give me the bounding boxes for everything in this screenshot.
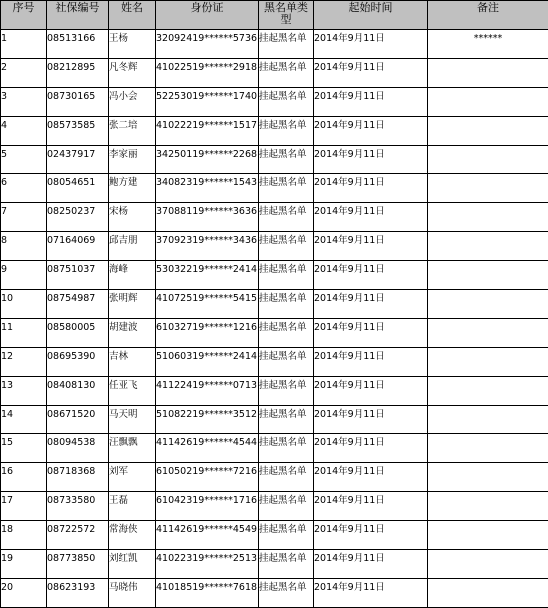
cell-seq: 2 xyxy=(1,58,47,87)
cell-name: 鲍方建 xyxy=(109,174,156,203)
table-row xyxy=(1,145,548,174)
cell-seq: 10 xyxy=(1,290,47,319)
cell-seq: 16 xyxy=(1,463,47,492)
cell-ss-no: 07164069 xyxy=(47,232,109,261)
cell-start-time: 2014年9月11日 xyxy=(314,318,428,347)
cell-seq: 5 xyxy=(1,145,47,174)
cell-blacklist-type: 挂起黑名单 xyxy=(259,463,314,492)
cell-start-time: 2014年9月11日 xyxy=(314,492,428,521)
table-row xyxy=(1,578,548,607)
cell-start-time: 2014年9月11日 xyxy=(314,463,428,492)
cell-remarks xyxy=(428,232,548,261)
cell-seq: 1 xyxy=(1,30,47,59)
cell-remarks xyxy=(428,521,548,550)
cell-name: 汪飘飘 xyxy=(109,434,156,463)
cell-name: 刘红凯 xyxy=(109,550,156,579)
cell-id-card: 41022519******2918 xyxy=(156,58,259,87)
cell-id-card: 61032719******1216 xyxy=(156,318,259,347)
header-ss-no: 社保编号 xyxy=(47,1,109,30)
cell-id-card: 37092319******3436 xyxy=(156,232,259,261)
cell-start-time: 2014年9月11日 xyxy=(314,261,428,290)
header-row xyxy=(1,1,548,30)
cell-remarks xyxy=(428,376,548,405)
cell-ss-no: 08623193 xyxy=(47,578,109,607)
cell-remarks xyxy=(428,463,548,492)
cell-start-time: 2014年9月11日 xyxy=(314,174,428,203)
cell-name: 凡冬辉 xyxy=(109,58,156,87)
cell-blacklist-type: 挂起黑名单 xyxy=(259,30,314,59)
cell-remarks xyxy=(428,578,548,607)
cell-ss-no: 08718368 xyxy=(47,463,109,492)
cell-remarks xyxy=(428,492,548,521)
cell-name: 王磊 xyxy=(109,492,156,521)
table-row xyxy=(1,376,548,405)
cell-id-card: 51082219******3512 xyxy=(156,405,259,434)
cell-start-time: 2014年9月11日 xyxy=(314,203,428,232)
cell-ss-no: 08580005 xyxy=(47,318,109,347)
cell-name: 马天明 xyxy=(109,405,156,434)
table-row xyxy=(1,463,548,492)
table-row xyxy=(1,261,548,290)
cell-name: 胡建波 xyxy=(109,318,156,347)
cell-id-card: 61042319******1716 xyxy=(156,492,259,521)
cell-id-card: 37088119******3636 xyxy=(156,203,259,232)
cell-id-card: 41072519******5415 xyxy=(156,290,259,319)
table-body xyxy=(1,30,548,608)
cell-seq: 18 xyxy=(1,521,47,550)
cell-name: 李家丽 xyxy=(109,145,156,174)
cell-name: 张明辉 xyxy=(109,290,156,319)
cell-ss-no: 08513166 xyxy=(47,30,109,59)
cell-name: 刘军 xyxy=(109,463,156,492)
table-row xyxy=(1,550,548,579)
cell-name: 海峰 xyxy=(109,261,156,290)
cell-name: 常海侠 xyxy=(109,521,156,550)
cell-ss-no: 08751037 xyxy=(47,261,109,290)
cell-name: 冯小会 xyxy=(109,87,156,116)
cell-start-time: 2014年9月11日 xyxy=(314,232,428,261)
cell-ss-no: 08722572 xyxy=(47,521,109,550)
cell-seq: 12 xyxy=(1,347,47,376)
cell-start-time: 2014年9月11日 xyxy=(314,347,428,376)
cell-blacklist-type: 挂起黑名单 xyxy=(259,318,314,347)
cell-seq: 20 xyxy=(1,578,47,607)
cell-ss-no: 08573585 xyxy=(47,116,109,145)
cell-ss-no: 08054651 xyxy=(47,174,109,203)
cell-blacklist-type: 挂起黑名单 xyxy=(259,145,314,174)
cell-start-time: 2014年9月11日 xyxy=(314,405,428,434)
table-row xyxy=(1,174,548,203)
cell-name: 任亚飞 xyxy=(109,376,156,405)
cell-remarks xyxy=(428,58,548,87)
table-row xyxy=(1,87,548,116)
cell-seq: 3 xyxy=(1,87,47,116)
table-row xyxy=(1,58,548,87)
cell-remarks xyxy=(428,405,548,434)
cell-blacklist-type: 挂起黑名单 xyxy=(259,521,314,550)
cell-ss-no: 08094538 xyxy=(47,434,109,463)
table-row xyxy=(1,232,548,261)
cell-blacklist-type: 挂起黑名单 xyxy=(259,405,314,434)
cell-start-time: 2014年9月11日 xyxy=(314,521,428,550)
header-seq: 序号 xyxy=(1,1,47,30)
cell-ss-no: 08773850 xyxy=(47,550,109,579)
cell-id-card: 41022319******2513 xyxy=(156,550,259,579)
header-remarks: 备注 xyxy=(428,1,548,30)
cell-remarks xyxy=(428,87,548,116)
cell-start-time: 2014年9月11日 xyxy=(314,290,428,319)
cell-remarks xyxy=(428,290,548,319)
cell-blacklist-type: 挂起黑名单 xyxy=(259,550,314,579)
cell-blacklist-type: 挂起黑名单 xyxy=(259,261,314,290)
cell-name: 吉林 xyxy=(109,347,156,376)
cell-seq: 13 xyxy=(1,376,47,405)
cell-blacklist-type: 挂起黑名单 xyxy=(259,116,314,145)
cell-seq: 17 xyxy=(1,492,47,521)
cell-ss-no: 08408130 xyxy=(47,376,109,405)
cell-remarks xyxy=(428,145,548,174)
cell-ss-no: 08730165 xyxy=(47,87,109,116)
cell-remarks: ****** xyxy=(428,30,548,59)
cell-id-card: 41122419******0713 xyxy=(156,376,259,405)
cell-ss-no: 08733580 xyxy=(47,492,109,521)
cell-blacklist-type: 挂起黑名单 xyxy=(259,87,314,116)
cell-start-time: 2014年9月11日 xyxy=(314,58,428,87)
cell-id-card: 51060319******2414 xyxy=(156,347,259,376)
cell-blacklist-type: 挂起黑名单 xyxy=(259,203,314,232)
cell-id-card: 41142619******4549 xyxy=(156,521,259,550)
cell-seq: 8 xyxy=(1,232,47,261)
cell-blacklist-type: 挂起黑名单 xyxy=(259,232,314,261)
cell-id-card: 41022219******1517 xyxy=(156,116,259,145)
cell-remarks xyxy=(428,318,548,347)
cell-id-card: 52253019******1740 xyxy=(156,87,259,116)
cell-name: 宋杨 xyxy=(109,203,156,232)
cell-name: 王杨 xyxy=(109,30,156,59)
cell-blacklist-type: 挂起黑名单 xyxy=(259,578,314,607)
cell-seq: 15 xyxy=(1,434,47,463)
header-blacklist-type: 黑名单类型 xyxy=(259,1,314,30)
table-row xyxy=(1,116,548,145)
header-start-time: 起始时间 xyxy=(314,1,428,30)
cell-start-time: 2014年9月11日 xyxy=(314,30,428,59)
cell-blacklist-type: 挂起黑名单 xyxy=(259,376,314,405)
cell-seq: 6 xyxy=(1,174,47,203)
cell-start-time: 2014年9月11日 xyxy=(314,145,428,174)
cell-remarks xyxy=(428,203,548,232)
cell-start-time: 2014年9月11日 xyxy=(314,87,428,116)
cell-blacklist-type: 挂起黑名单 xyxy=(259,434,314,463)
cell-seq: 7 xyxy=(1,203,47,232)
cell-id-card: 32092419******5736 xyxy=(156,30,259,59)
table-row xyxy=(1,347,548,376)
cell-name: 邱吉朋 xyxy=(109,232,156,261)
cell-ss-no: 08695390 xyxy=(47,347,109,376)
cell-name: 张二培 xyxy=(109,116,156,145)
cell-start-time: 2014年9月11日 xyxy=(314,578,428,607)
table-row xyxy=(1,434,548,463)
cell-id-card: 34250119******2268 xyxy=(156,145,259,174)
cell-seq: 4 xyxy=(1,116,47,145)
table-row xyxy=(1,405,548,434)
cell-id-card: 41142619******4544 xyxy=(156,434,259,463)
header-id-card: 身份证 xyxy=(156,1,259,30)
cell-start-time: 2014年9月11日 xyxy=(314,376,428,405)
table-row xyxy=(1,203,548,232)
cell-id-card: 61050219******7216 xyxy=(156,463,259,492)
cell-ss-no: 02437917 xyxy=(47,145,109,174)
cell-remarks xyxy=(428,347,548,376)
cell-name: 马晓伟 xyxy=(109,578,156,607)
cell-start-time: 2014年9月11日 xyxy=(314,116,428,145)
cell-remarks xyxy=(428,434,548,463)
cell-start-time: 2014年9月11日 xyxy=(314,550,428,579)
cell-ss-no: 08671520 xyxy=(47,405,109,434)
cell-start-time: 2014年9月11日 xyxy=(314,434,428,463)
cell-ss-no: 08250237 xyxy=(47,203,109,232)
cell-id-card: 53032219******2414 xyxy=(156,261,259,290)
cell-blacklist-type: 挂起黑名单 xyxy=(259,290,314,319)
cell-seq: 19 xyxy=(1,550,47,579)
table-row xyxy=(1,492,548,521)
table-row xyxy=(1,30,548,59)
cell-remarks xyxy=(428,261,548,290)
table-row xyxy=(1,290,548,319)
cell-remarks xyxy=(428,550,548,579)
cell-id-card: 41018519******7618 xyxy=(156,578,259,607)
cell-blacklist-type: 挂起黑名单 xyxy=(259,492,314,521)
table-row xyxy=(1,521,548,550)
cell-remarks xyxy=(428,174,548,203)
cell-blacklist-type: 挂起黑名单 xyxy=(259,58,314,87)
cell-seq: 11 xyxy=(1,318,47,347)
cell-id-card: 34082319******1543 xyxy=(156,174,259,203)
cell-blacklist-type: 挂起黑名单 xyxy=(259,347,314,376)
cell-seq: 14 xyxy=(1,405,47,434)
header-name: 姓名 xyxy=(109,1,156,30)
cell-seq: 9 xyxy=(1,261,47,290)
cell-remarks xyxy=(428,116,548,145)
cell-ss-no: 08754987 xyxy=(47,290,109,319)
table-row xyxy=(1,318,548,347)
cell-ss-no: 08212895 xyxy=(47,58,109,87)
cell-blacklist-type: 挂起黑名单 xyxy=(259,174,314,203)
table-header xyxy=(1,1,548,30)
